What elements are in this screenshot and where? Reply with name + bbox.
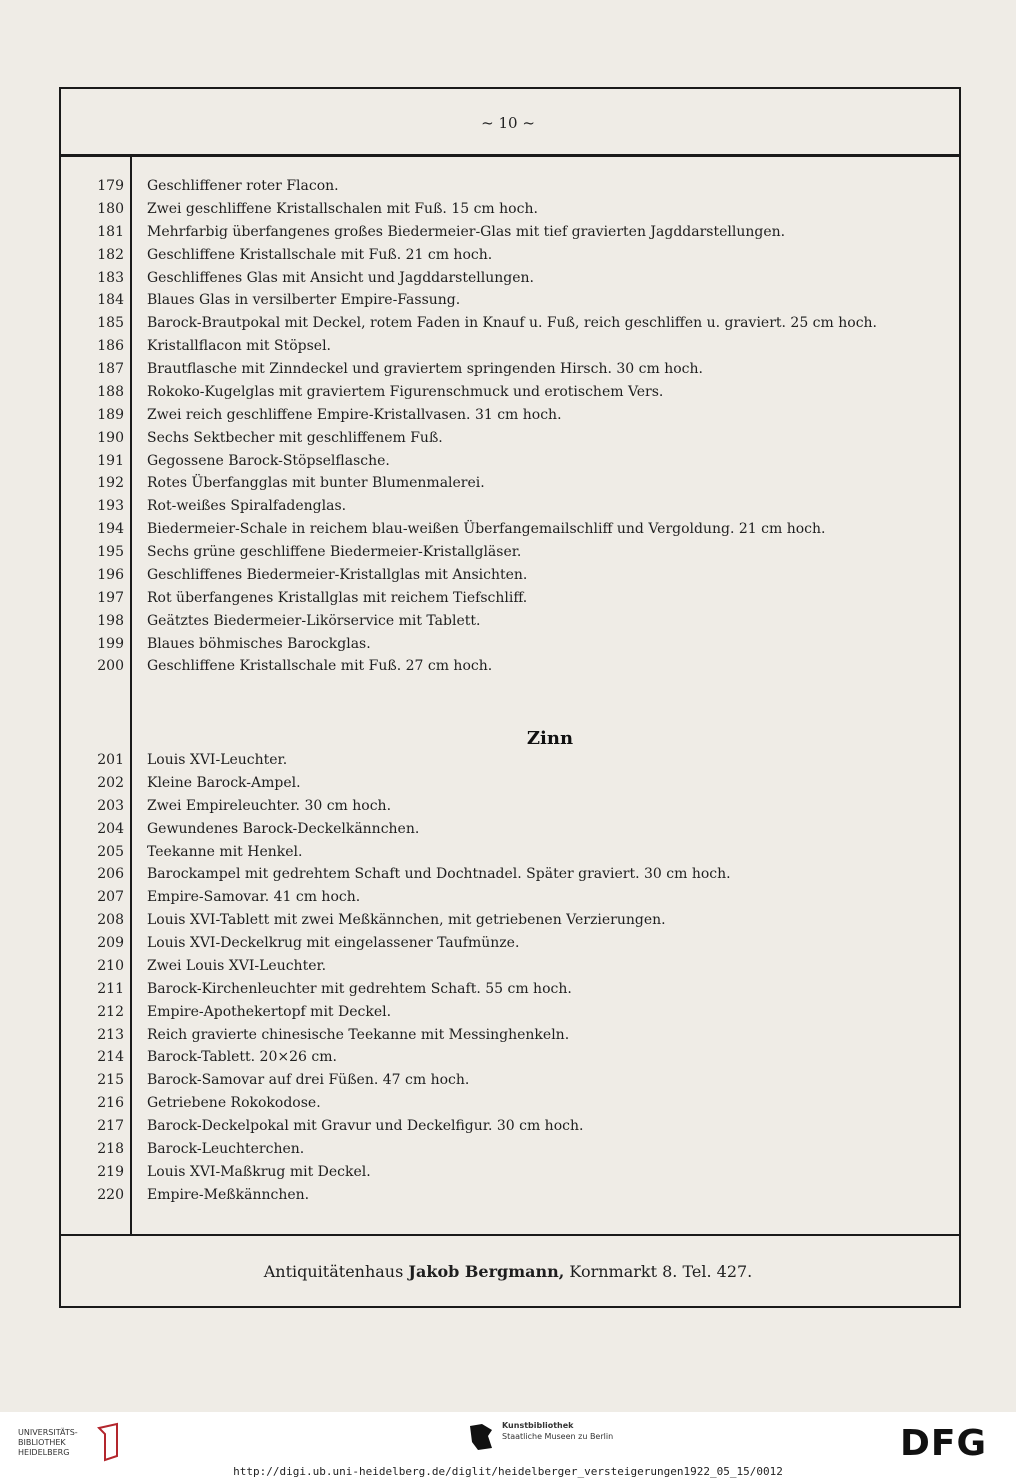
- item-description: Empire-Samovar. 41 cm hoch.: [147, 889, 361, 906]
- item-number: 213: [97, 1026, 124, 1043]
- item-number: 220: [97, 1186, 124, 1203]
- item-description: Barock-Leuchterchen.: [147, 1140, 305, 1157]
- item-description: Louis XVI-Deckelkrug mit eingelassener Taufmünze.: [147, 935, 520, 952]
- item-description: Barock-Samovar auf drei Füßen. 47 cm hoch.: [147, 1072, 470, 1089]
- item-number: 205: [97, 843, 124, 860]
- item-description: Empire-Apothekertopf mit Deckel.: [147, 1003, 392, 1020]
- item-number: 208: [97, 912, 124, 929]
- item-description: Louis XVI-Tablett mit zwei Meßkännchen, mit getriebenen Verzierungen.: [147, 912, 666, 929]
- ub-heidelberg-logo[interactable]: [18, 1428, 98, 1458]
- ub-line-2: BIBLIOTHEK: [18, 1438, 66, 1447]
- item-description: Geschliffene Kristallschale mit Fuß. 27 cm hoch.: [147, 658, 493, 675]
- item-description: Reich gravierte chinesische Teekanne mit Messinghenkeln.: [147, 1026, 570, 1043]
- item-number: 206: [97, 866, 124, 883]
- permalink-url[interactable]: http://digi.ub.uni-heidelberg.de/diglit/heidelberger_versteigerungen1922_05_15/0012: [233, 1465, 783, 1478]
- ub-mark-icon: [93, 1422, 123, 1462]
- item-description: Biedermeier-Schale in reichem blau-weißen Überfangemailschliff und Vergoldung. 21 cm hoch.: [147, 521, 826, 538]
- footer-address: Kornmarkt 8. Tel. 427.: [569, 1262, 753, 1281]
- item-number: 194: [97, 521, 124, 538]
- section-title-zinn: Zinn: [526, 728, 574, 749]
- item-description: Barock-Deckelpokal mit Gravur und Deckelfigur. 30 cm hoch.: [147, 1118, 584, 1135]
- item-number: 216: [97, 1095, 124, 1112]
- item-description: Gewundenes Barock-Deckelkännchen.: [147, 820, 420, 837]
- item-number: 195: [97, 544, 124, 561]
- page-number-value: 10: [498, 114, 518, 132]
- item-description: Teekanne mit Henkel.: [147, 843, 303, 860]
- item-number: 196: [97, 566, 124, 583]
- column-rule: [130, 157, 132, 1234]
- footer-prefix: Antiquitätenhaus: [263, 1262, 404, 1281]
- item-number: 197: [97, 589, 124, 606]
- item-number: 187: [97, 361, 124, 378]
- item-number: 219: [97, 1163, 124, 1180]
- item-description: Rotes Überfangglas mit bunter Blumenmalerei.: [147, 475, 485, 492]
- item-number: 182: [97, 246, 124, 263]
- item-number: 209: [97, 935, 124, 952]
- item-description: Gegossene Barock-Stöpselflasche.: [147, 452, 390, 469]
- item-description: Brautflasche mit Zinndeckel und graviertem springenden Hirsch. 30 cm hoch.: [147, 361, 703, 378]
- item-number: 186: [97, 338, 124, 355]
- item-number: 184: [97, 292, 124, 309]
- item-number: 217: [97, 1118, 124, 1135]
- item-number: 185: [97, 315, 124, 332]
- item-number: 199: [97, 635, 124, 652]
- item-description: Geschliffenes Glas mit Ansicht und Jagddarstellungen.: [147, 269, 534, 286]
- item-description: Geschliffenes Biedermeier-Kristallglas mit Ansichten.: [147, 566, 528, 583]
- item-number: 211: [97, 980, 124, 997]
- item-description: Barock-Brautpokal mit Deckel, rotem Faden in Knauf u. Fuß, reich geschliffen u. graviert. 25 cm hoch.: [147, 315, 878, 332]
- item-description: Geschliffener roter Flacon.: [147, 178, 339, 194]
- item-number: 210: [97, 957, 124, 974]
- footer-company: Jakob Bergmann,: [408, 1262, 565, 1281]
- item-number: 202: [97, 774, 124, 791]
- kunstbibliothek-eagle-icon: [468, 1422, 494, 1452]
- item-number: 180: [97, 200, 124, 217]
- item-number: 203: [97, 797, 124, 814]
- item-description: Louis XVI-Maßkrug mit Deckel.: [147, 1163, 371, 1180]
- item-number: 198: [97, 612, 124, 629]
- item-description: Geschliffene Kristallschale mit Fuß. 21 cm hoch.: [147, 246, 493, 263]
- item-description: Louis XVI-Leuchter.: [147, 752, 288, 768]
- item-description: Rokoko-Kugelglas mit graviertem Figurenschmuck und erotischem Vers.: [147, 383, 664, 400]
- item-number: 215: [97, 1072, 124, 1089]
- item-number: 188: [97, 383, 124, 400]
- footer-rule: [59, 1234, 961, 1236]
- item-description: Barock-Tablett. 20×26 cm.: [147, 1049, 337, 1066]
- item-description: Blaues Glas in versilberter Empire-Fassung.: [147, 292, 461, 309]
- item-description: Zwei Louis XVI-Leuchter.: [147, 957, 327, 974]
- item-description: Mehrfarbig überfangenes großes Biedermeier-Glas mit tief gravierten Jagddarstellungen.: [147, 223, 786, 240]
- dfg-logo[interactable]: DFG: [900, 1423, 988, 1464]
- item-description: Zwei Empireleuchter. 30 cm hoch.: [147, 797, 392, 814]
- item-number: 207: [97, 889, 124, 906]
- item-number: 218: [97, 1140, 124, 1157]
- kb-subtitle: Staatliche Museen zu Berlin: [502, 1432, 614, 1441]
- item-description: Sechs Sektbecher mit geschliffenem Fuß.: [147, 429, 443, 446]
- item-description: Zwei reich geschliffene Empire-Kristallvasen. 31 cm hoch.: [147, 406, 562, 423]
- item-description: Barockampel mit gedrehtem Schaft und Dochtnadel. Später graviert. 30 cm hoch.: [147, 866, 731, 883]
- item-number: 193: [97, 498, 124, 515]
- item-number: 183: [97, 269, 124, 286]
- ub-line-1: UNIVERSITÄTS-: [18, 1428, 78, 1437]
- item-number: 212: [97, 1003, 124, 1020]
- item-description: Kleine Barock-Ampel.: [147, 774, 301, 791]
- item-description: Getriebene Rokokodose.: [147, 1095, 321, 1112]
- item-description: Kristallflacon mit Stöpsel.: [147, 338, 331, 355]
- footer-imprint: [0, 1262, 1016, 1281]
- item-number: 181: [97, 223, 124, 240]
- item-description: Rot-weißes Spiralfadenglas.: [147, 498, 347, 515]
- item-description: Empire-Meßkännchen.: [147, 1186, 310, 1203]
- item-description: Rot überfangenes Kristallglas mit reichem Tiefschliff.: [147, 589, 528, 606]
- item-number: 179: [97, 178, 124, 194]
- kunstbibliothek-logo[interactable]: [502, 1420, 613, 1442]
- item-number: 200: [97, 658, 124, 675]
- item-number: 214: [97, 1049, 124, 1066]
- item-number: 191: [97, 452, 124, 469]
- kb-title: Kunstbibliothek: [502, 1421, 574, 1430]
- item-number: 192: [97, 475, 124, 492]
- item-number: 189: [97, 406, 124, 423]
- ornament-right-icon: ~: [522, 114, 535, 132]
- item-description: Sechs grüne geschliffene Biedermeier-Kristallgläser.: [147, 544, 522, 561]
- item-number: 201: [97, 752, 124, 768]
- ub-line-3: HEIDELBERG: [18, 1448, 70, 1457]
- item-description: Barock-Kirchenleuchter mit gedrehtem Schaft. 55 cm hoch.: [147, 980, 572, 997]
- item-number: 190: [97, 429, 124, 446]
- item-description: Zwei geschliffene Kristallschalen mit Fuß. 15 cm hoch.: [147, 200, 538, 217]
- item-description: Blaues böhmisches Barockglas.: [147, 635, 371, 652]
- item-number: 204: [97, 820, 124, 837]
- page-number: [0, 114, 1016, 132]
- item-description: Geätztes Biedermeier-Likörservice mit Tablett.: [147, 612, 481, 629]
- header-rule: [59, 154, 961, 157]
- ornament-left-icon: ~: [481, 114, 494, 132]
